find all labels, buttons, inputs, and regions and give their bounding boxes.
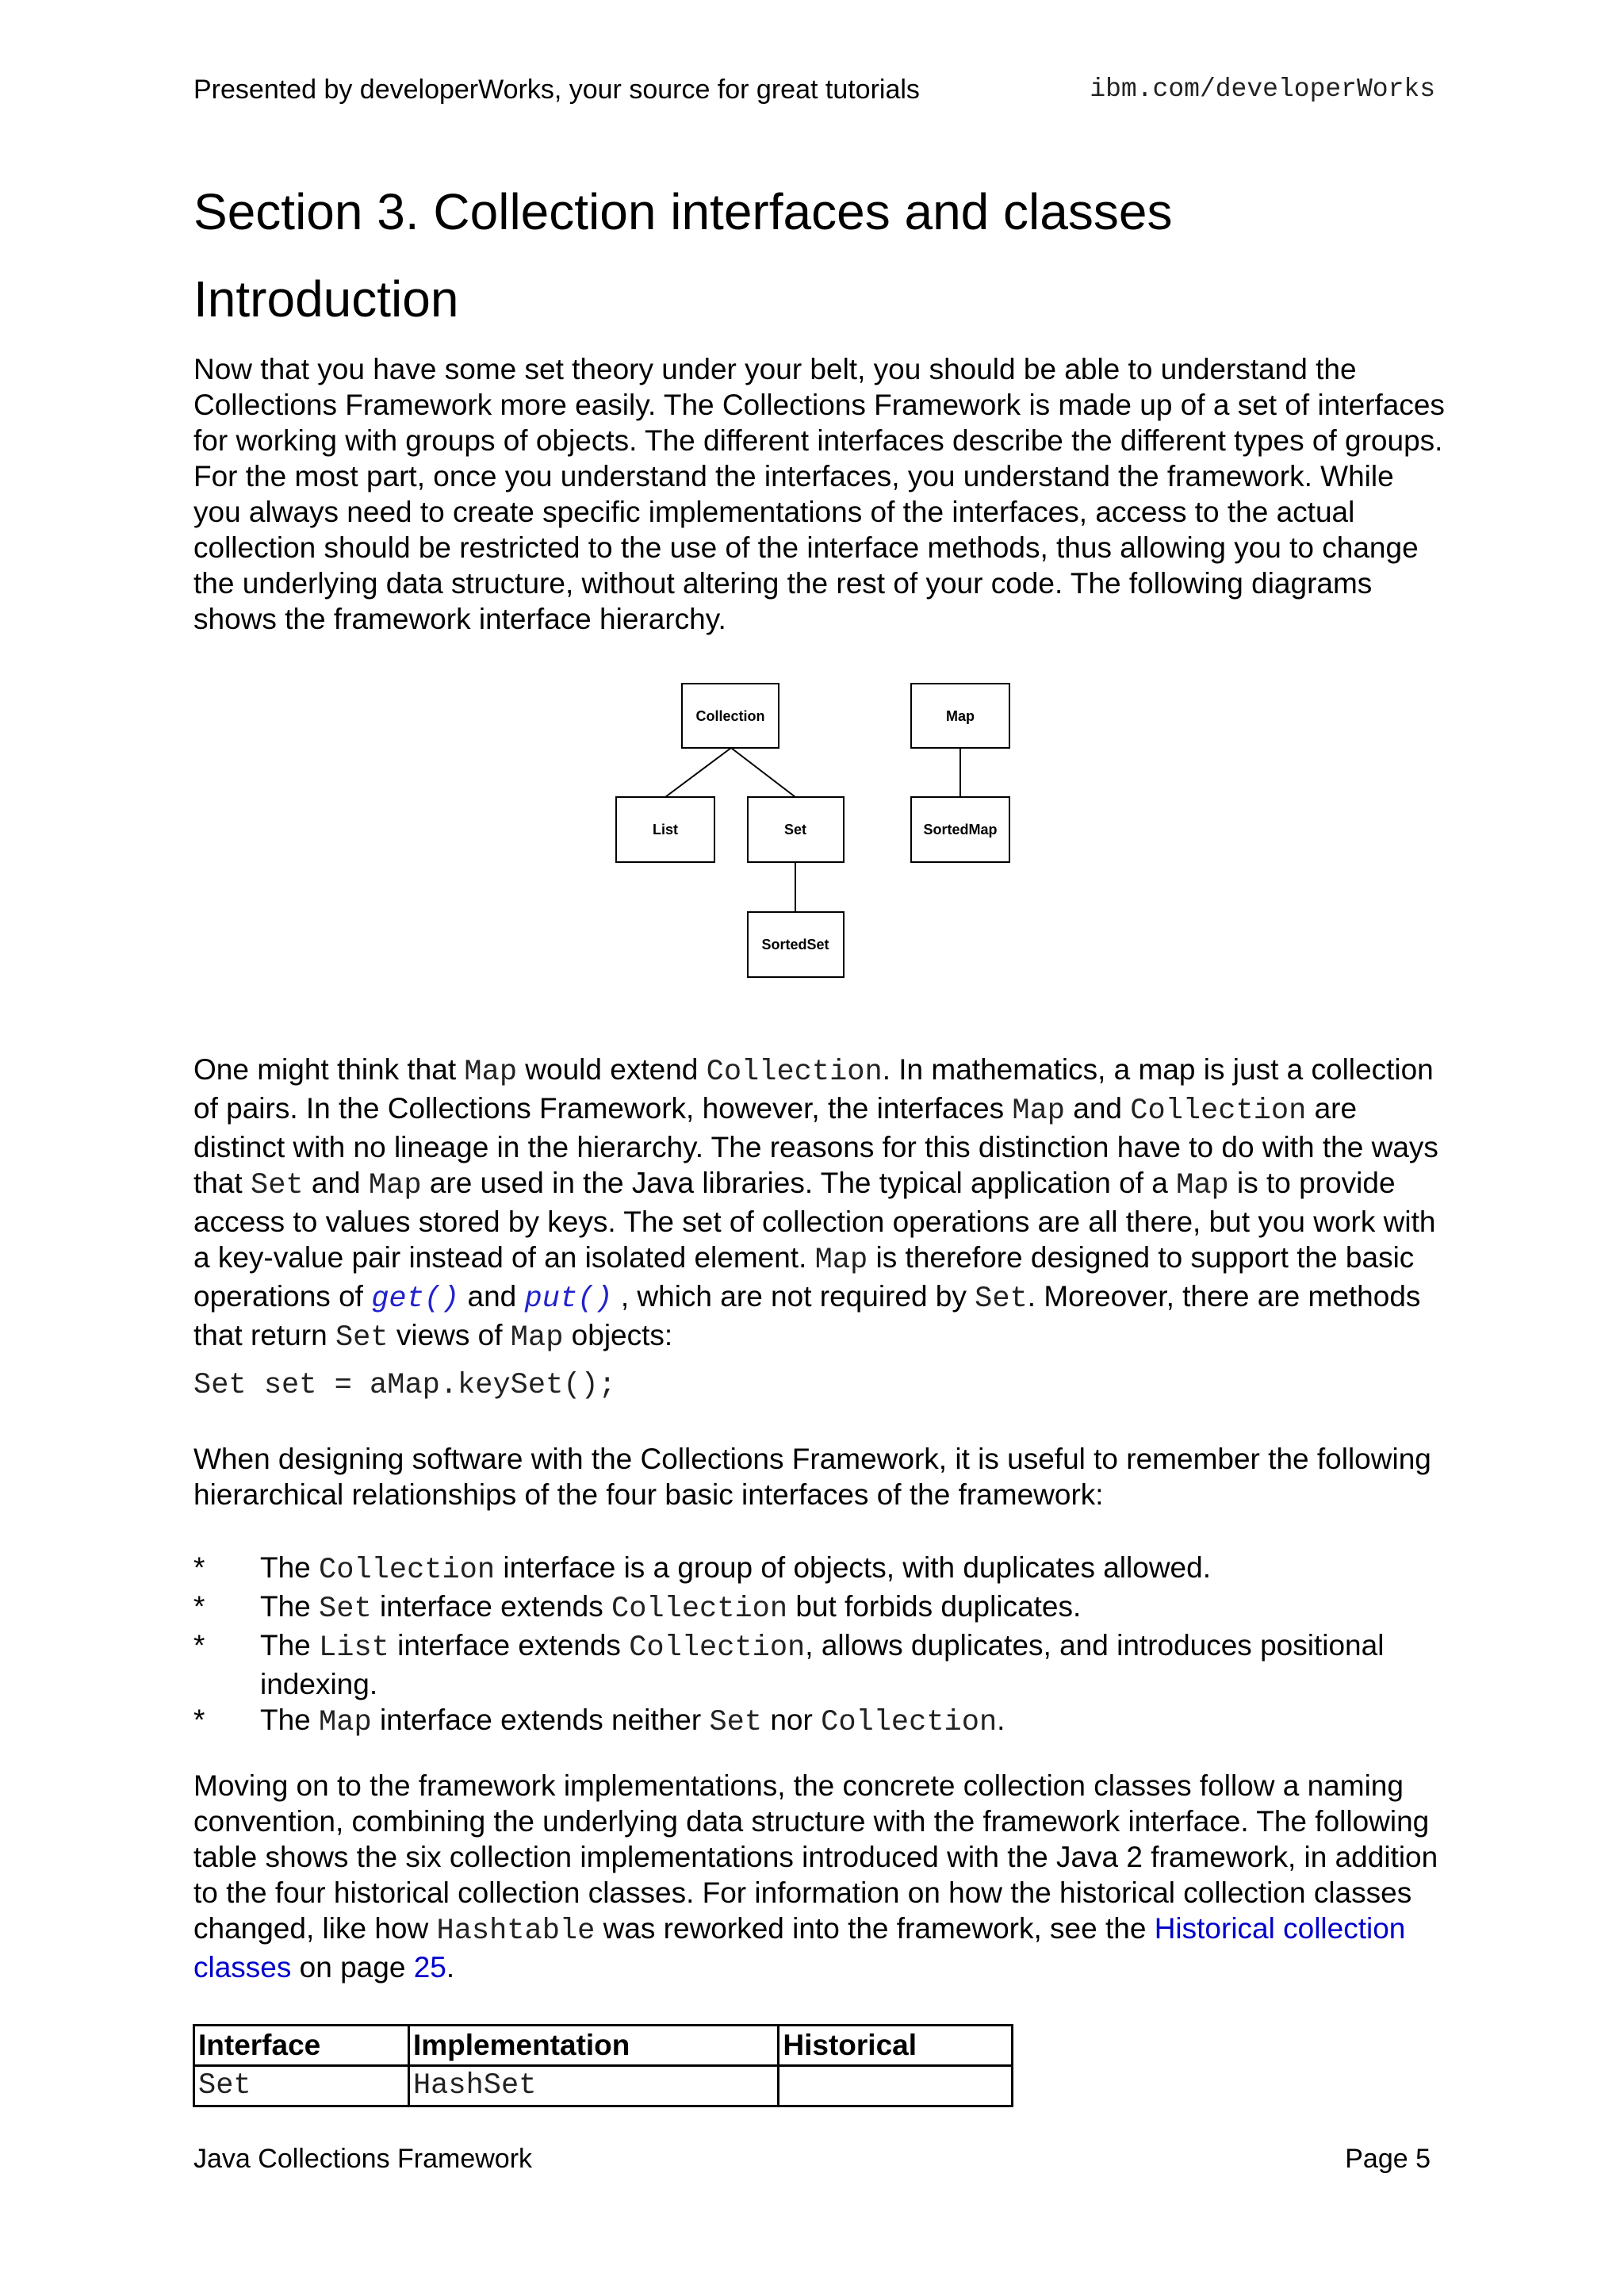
interface-hierarchy-diagram — [603, 674, 1031, 991]
implementations-paragraph: Moving on to the framework implementations, the concrete collection classes follow a naming convention, combining the underlying data structure with the framework interface. The following table shows the six collection implementations introduced with the Java 2 framework, in addition to the four historical collection classes. For information on how the historical collection classes changed, like how Hashtable was reworked into the framework, see the Historical collection classes on page 25. — [193, 1769, 1438, 1984]
get-method-link[interactable]: get() — [371, 1282, 460, 1316]
column-header: Historical — [779, 2026, 1013, 2066]
put-method-link[interactable]: put() — [524, 1282, 613, 1316]
header-title: Presented by developerWorks, your source for great tutorials — [193, 75, 920, 105]
column-header: Implementation — [408, 2026, 778, 2066]
sortedmap-label: SortedMap — [923, 822, 998, 838]
map-label: Map — [946, 708, 975, 724]
code-collection: Collection — [1130, 1094, 1307, 1128]
set-label: Set — [783, 822, 807, 838]
sortedset-label: SortedSet — [761, 937, 829, 953]
code-map: Map — [368, 1169, 422, 1202]
table-cell: Set — [194, 2066, 409, 2106]
code-map: Map — [510, 1321, 564, 1355]
page-number: Page 5 — [1345, 2144, 1431, 2174]
code-set: Set — [975, 1282, 1028, 1316]
implementation-table — [193, 2024, 1013, 2107]
edge-collection-list — [665, 748, 731, 797]
section-title: Section 3. Collection interfaces and classes — [193, 183, 1173, 240]
list-label: List — [652, 822, 679, 838]
table-cell: HashSet — [408, 2066, 778, 2106]
hierarchy-paragraph: When designing software with the Collections Framework, it is useful to remember the following hierarchical relationships of the four basic interfaces of the framework: — [193, 1443, 1431, 1511]
header-site[interactable]: ibm.com/developerWorks — [1090, 75, 1435, 104]
list-item: * The Set interface extends Collection but forbids duplicates. — [193, 1590, 1082, 1626]
table-cell — [779, 2066, 1013, 2106]
code-hashtable: Hashtable — [436, 1915, 596, 1948]
list-item: * The Map interface extends neither Set nor Collection. — [193, 1704, 1005, 1739]
historical-collection-classes-link[interactable]: Historical collection classes — [193, 1912, 1406, 1984]
code-set: Set — [335, 1321, 389, 1355]
code-map: Map — [1012, 1094, 1065, 1128]
interface-bullet-list — [193, 1550, 1446, 1741]
code-map: Map — [464, 1056, 518, 1089]
code-collection: Collection — [706, 1056, 883, 1089]
footer-title: Java Collections Framework — [193, 2144, 533, 2174]
intro-paragraph: Now that you have some set theory under your belt, you should be able to understand the Collections Framework more easily. The Collections Framework is made up of a set of interfaces for working with groups of objects. The different interfaces describe the different types of groups. For the most part, once you understand the interfaces, you understand the framework. While you always need to create specific implementations of the interfaces, access to the actual collection should be restricted to the use of the interface methods, thus allowing you to change the underlying data structure, without altering the rest of your code. The following diagrams shows the framework interface hierarchy. — [193, 353, 1445, 635]
map-collection-paragraph: One might think that Map would extend Collection. In mathematics, a map is just a collection of pairs. In the Collections Framework, however, the interfaces Map and Collection are distinct with no lineage in the hierarchy. The reasons for this distinction have to do with the ways that Set and Map are used in the Java libraries. The typical application of a Map is to provide access to values stored by keys. The set of collection operations are all there, but you work with a key-value pair instead of an isolated element. Map is therefore designed to support the basic operations of get() and put() , which are not required by Set. Moreover, there are methods that return Set views of Map objects: — [193, 1053, 1438, 1355]
list-item: * The List interface extends Collection, allows duplicates, and introduces positional indexing. — [193, 1629, 1385, 1700]
column-header: Interface — [194, 2026, 409, 2066]
code-map: Map — [814, 1244, 868, 1277]
code-example: Set set = aMap.keySet(); — [193, 1369, 616, 1402]
list-item: * The Collection interface is a group of objects, with duplicates allowed. — [193, 1551, 1211, 1587]
table-row — [194, 2066, 1013, 2106]
page-25-link[interactable]: 25 — [413, 1951, 446, 1984]
collection-label: Collection — [695, 708, 765, 724]
table-header-row — [194, 2026, 1013, 2066]
code-map: Map — [1176, 1169, 1229, 1202]
subsection-title: Introduction — [193, 270, 459, 328]
edge-collection-set — [731, 748, 795, 797]
code-set: Set — [251, 1169, 304, 1202]
